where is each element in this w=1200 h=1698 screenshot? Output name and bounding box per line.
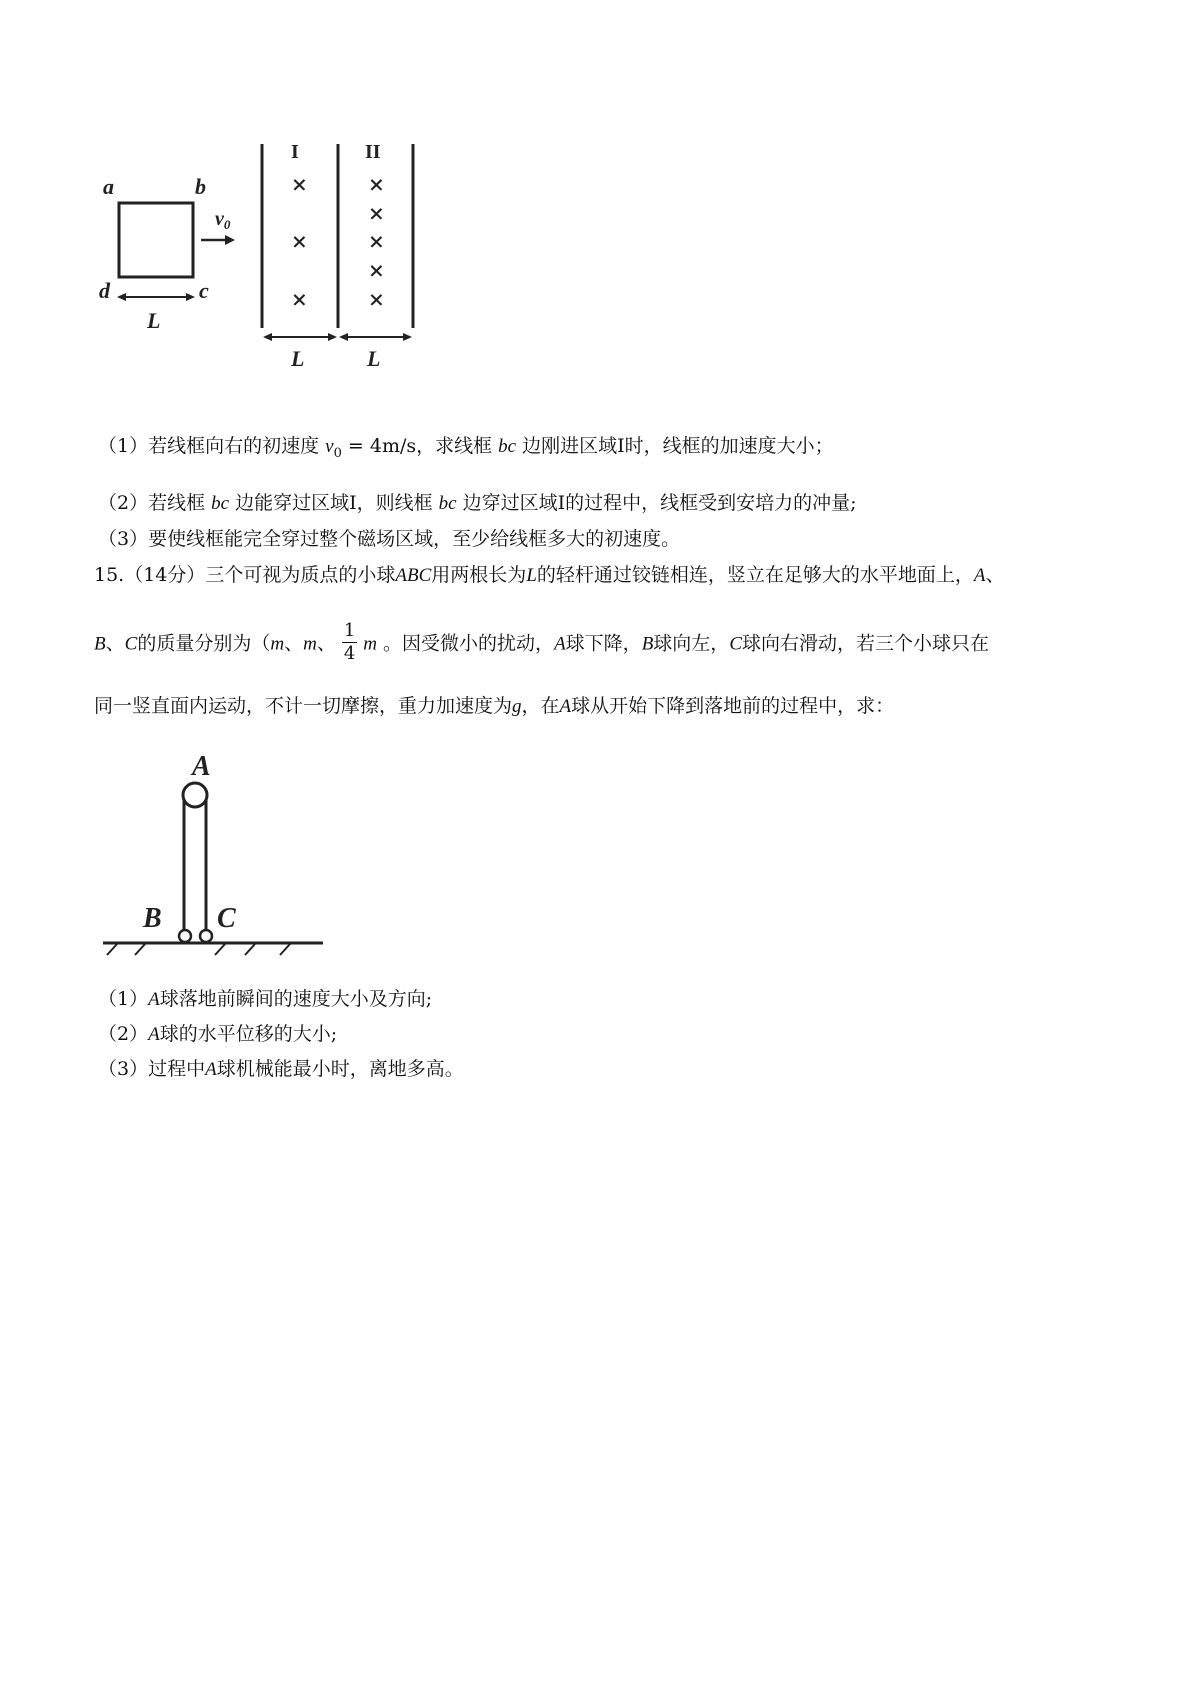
arrowhead-right-icon xyxy=(186,293,195,301)
arrowhead-right-icon xyxy=(225,235,235,245)
q15-stem-text: ，在 xyxy=(521,695,560,717)
field-cross-icon: × xyxy=(368,229,385,253)
q15-stem-text: 用两根长为 xyxy=(431,564,527,586)
arrowhead-left-icon xyxy=(339,333,348,341)
fraction-denominator: 4 xyxy=(343,643,356,664)
corner-d-label: d xyxy=(99,278,110,303)
ball-a-label: A xyxy=(192,751,211,782)
ball-c-symbol: C xyxy=(124,633,138,655)
ball-c-label: C xyxy=(217,903,236,934)
q15-stem-text: 、 xyxy=(284,632,304,655)
mass-symbol: m xyxy=(270,633,285,655)
balls-abc-symbol: ABC xyxy=(395,565,432,586)
edge-bc-symbol: bc xyxy=(498,436,517,457)
q15-stem-text: 、 xyxy=(985,564,1005,586)
q15-stem-text: 球向左， xyxy=(653,632,730,655)
q14-part-2-text: 边能穿过区域Ⅰ，则线框 xyxy=(229,492,439,514)
q15-stem-text: 球下降， xyxy=(565,632,642,655)
region-2-label: II xyxy=(365,141,381,163)
edge-bc-symbol: bc xyxy=(438,493,457,514)
q15-stem-text: 的质量分别为（ xyxy=(137,632,271,655)
ball-b-label: B xyxy=(143,903,162,934)
ground-hatching xyxy=(107,944,290,955)
ball-b-symbol: B xyxy=(94,633,106,655)
q15-part-1-text: （1） xyxy=(98,988,149,1010)
q15-stem-text: 同一竖直面内运动，不计一切摩擦，重力加速度为 xyxy=(94,695,513,717)
ball-a-symbol: A xyxy=(973,565,986,586)
field-cross-icon: × xyxy=(291,287,308,311)
velocity-subscript: 0 xyxy=(223,217,231,232)
q15-part-3 xyxy=(98,1055,464,1084)
magnetic-field-figure xyxy=(95,140,435,370)
q15-stem-text: 的轻杆通过铰链相连，竖立在足够大的水平地面上， xyxy=(536,564,974,586)
field-cross-icon: × xyxy=(368,258,385,282)
q14-part-3 xyxy=(98,525,680,553)
fraction-numerator: 1 xyxy=(343,620,356,641)
q15-stem-text: 球向右滑动，若三个小球只在 xyxy=(742,632,990,655)
field-cross-icon: × xyxy=(291,229,308,253)
q14-part-2-text: （2）若线框 xyxy=(98,492,212,514)
ball-c-symbol: C xyxy=(729,633,742,655)
q15-part-3-text: 球机械能最小时，离地多高。 xyxy=(216,1058,464,1080)
q15-part-2-text: 球的水平位移的大小; xyxy=(159,1023,338,1045)
velocity-value: = 4m/s xyxy=(341,435,417,457)
velocity-label: $v_0$ xyxy=(215,208,231,232)
ball-a-symbol: A xyxy=(205,1059,217,1080)
q14-part-2-text: 边穿过区域Ⅰ的过程中，线框受到安培力的冲量; xyxy=(456,492,857,514)
q15-stem-line-2 xyxy=(94,622,989,667)
side-length-label: L xyxy=(147,308,161,333)
mass-symbol: m xyxy=(363,633,378,655)
field-cross-icon: × xyxy=(291,172,308,196)
edge-bc-symbol: bc xyxy=(211,493,230,514)
fraction-one-quarter xyxy=(342,620,357,665)
q15-stem-text: 15.（14分）三个可视为质点的小球 xyxy=(94,564,396,586)
arrowhead-right-icon xyxy=(403,333,412,341)
ball-c xyxy=(200,930,212,942)
q15-part-1-text: 球落地前瞬间的速度大小及方向; xyxy=(159,988,433,1010)
region-2-width-label: L xyxy=(367,346,381,370)
q15-part-1 xyxy=(98,985,432,1014)
mass-symbol: m xyxy=(303,633,317,655)
q15-part-2-text: （2） xyxy=(98,1023,149,1045)
region-1-width-label: L xyxy=(291,346,305,370)
corner-b-label: b xyxy=(195,174,206,199)
q14-part-3-text: （3）要使线框能完全穿过整个磁场区域，至少给线框多大的初速度。 xyxy=(98,528,681,550)
velocity-subscript: 0 xyxy=(333,445,342,461)
q15-stem-text: 、 xyxy=(316,632,336,655)
q15-part-2 xyxy=(98,1020,337,1049)
arrowhead-right-icon xyxy=(328,333,337,341)
arrowhead-left-icon xyxy=(263,333,272,341)
square-loop xyxy=(119,203,193,277)
ball-a-symbol: A xyxy=(559,696,572,717)
region-1-label: I xyxy=(291,141,299,163)
q15-stem-text: 球从开始下降到落地前的过程中，求： xyxy=(571,695,895,717)
field-cross-icon: × xyxy=(368,287,385,311)
corner-a-label: a xyxy=(103,174,114,199)
corner-c-label: c xyxy=(199,278,209,303)
ball-a xyxy=(183,783,207,807)
ball-b xyxy=(179,930,191,942)
ball-b-symbol: B xyxy=(641,633,654,655)
q15-stem-text: 。因受微小的扰动， xyxy=(377,632,555,655)
arrowhead-left-icon xyxy=(117,293,126,301)
q14-part-1-text: 边刚进区域Ⅰ时，线框的加速度大小； xyxy=(516,435,834,457)
three-ball-figure xyxy=(95,745,335,960)
gravity-symbol: g xyxy=(512,696,522,717)
q14-part-1-text: （1）若线框向右的初速度 xyxy=(98,435,326,457)
ball-a-symbol: A xyxy=(148,1024,160,1045)
q15-stem-line-3 xyxy=(94,692,894,721)
q14-part-1 xyxy=(98,432,834,468)
q14-part-2 xyxy=(98,489,857,518)
q15-stem-line-1 xyxy=(94,561,1005,590)
velocity-symbol: v xyxy=(325,436,334,457)
ball-a-symbol: A xyxy=(148,989,160,1010)
field-cross-icon: × xyxy=(368,172,385,196)
field-cross-icon: × xyxy=(368,201,385,225)
q15-part-3-text: （3）过程中 xyxy=(98,1058,206,1080)
rod-length-symbol: L xyxy=(526,565,537,586)
q15-stem-text: 、 xyxy=(105,632,125,655)
ball-a-symbol: A xyxy=(554,633,566,655)
q14-part-1-text: ，求线框 xyxy=(416,435,499,457)
